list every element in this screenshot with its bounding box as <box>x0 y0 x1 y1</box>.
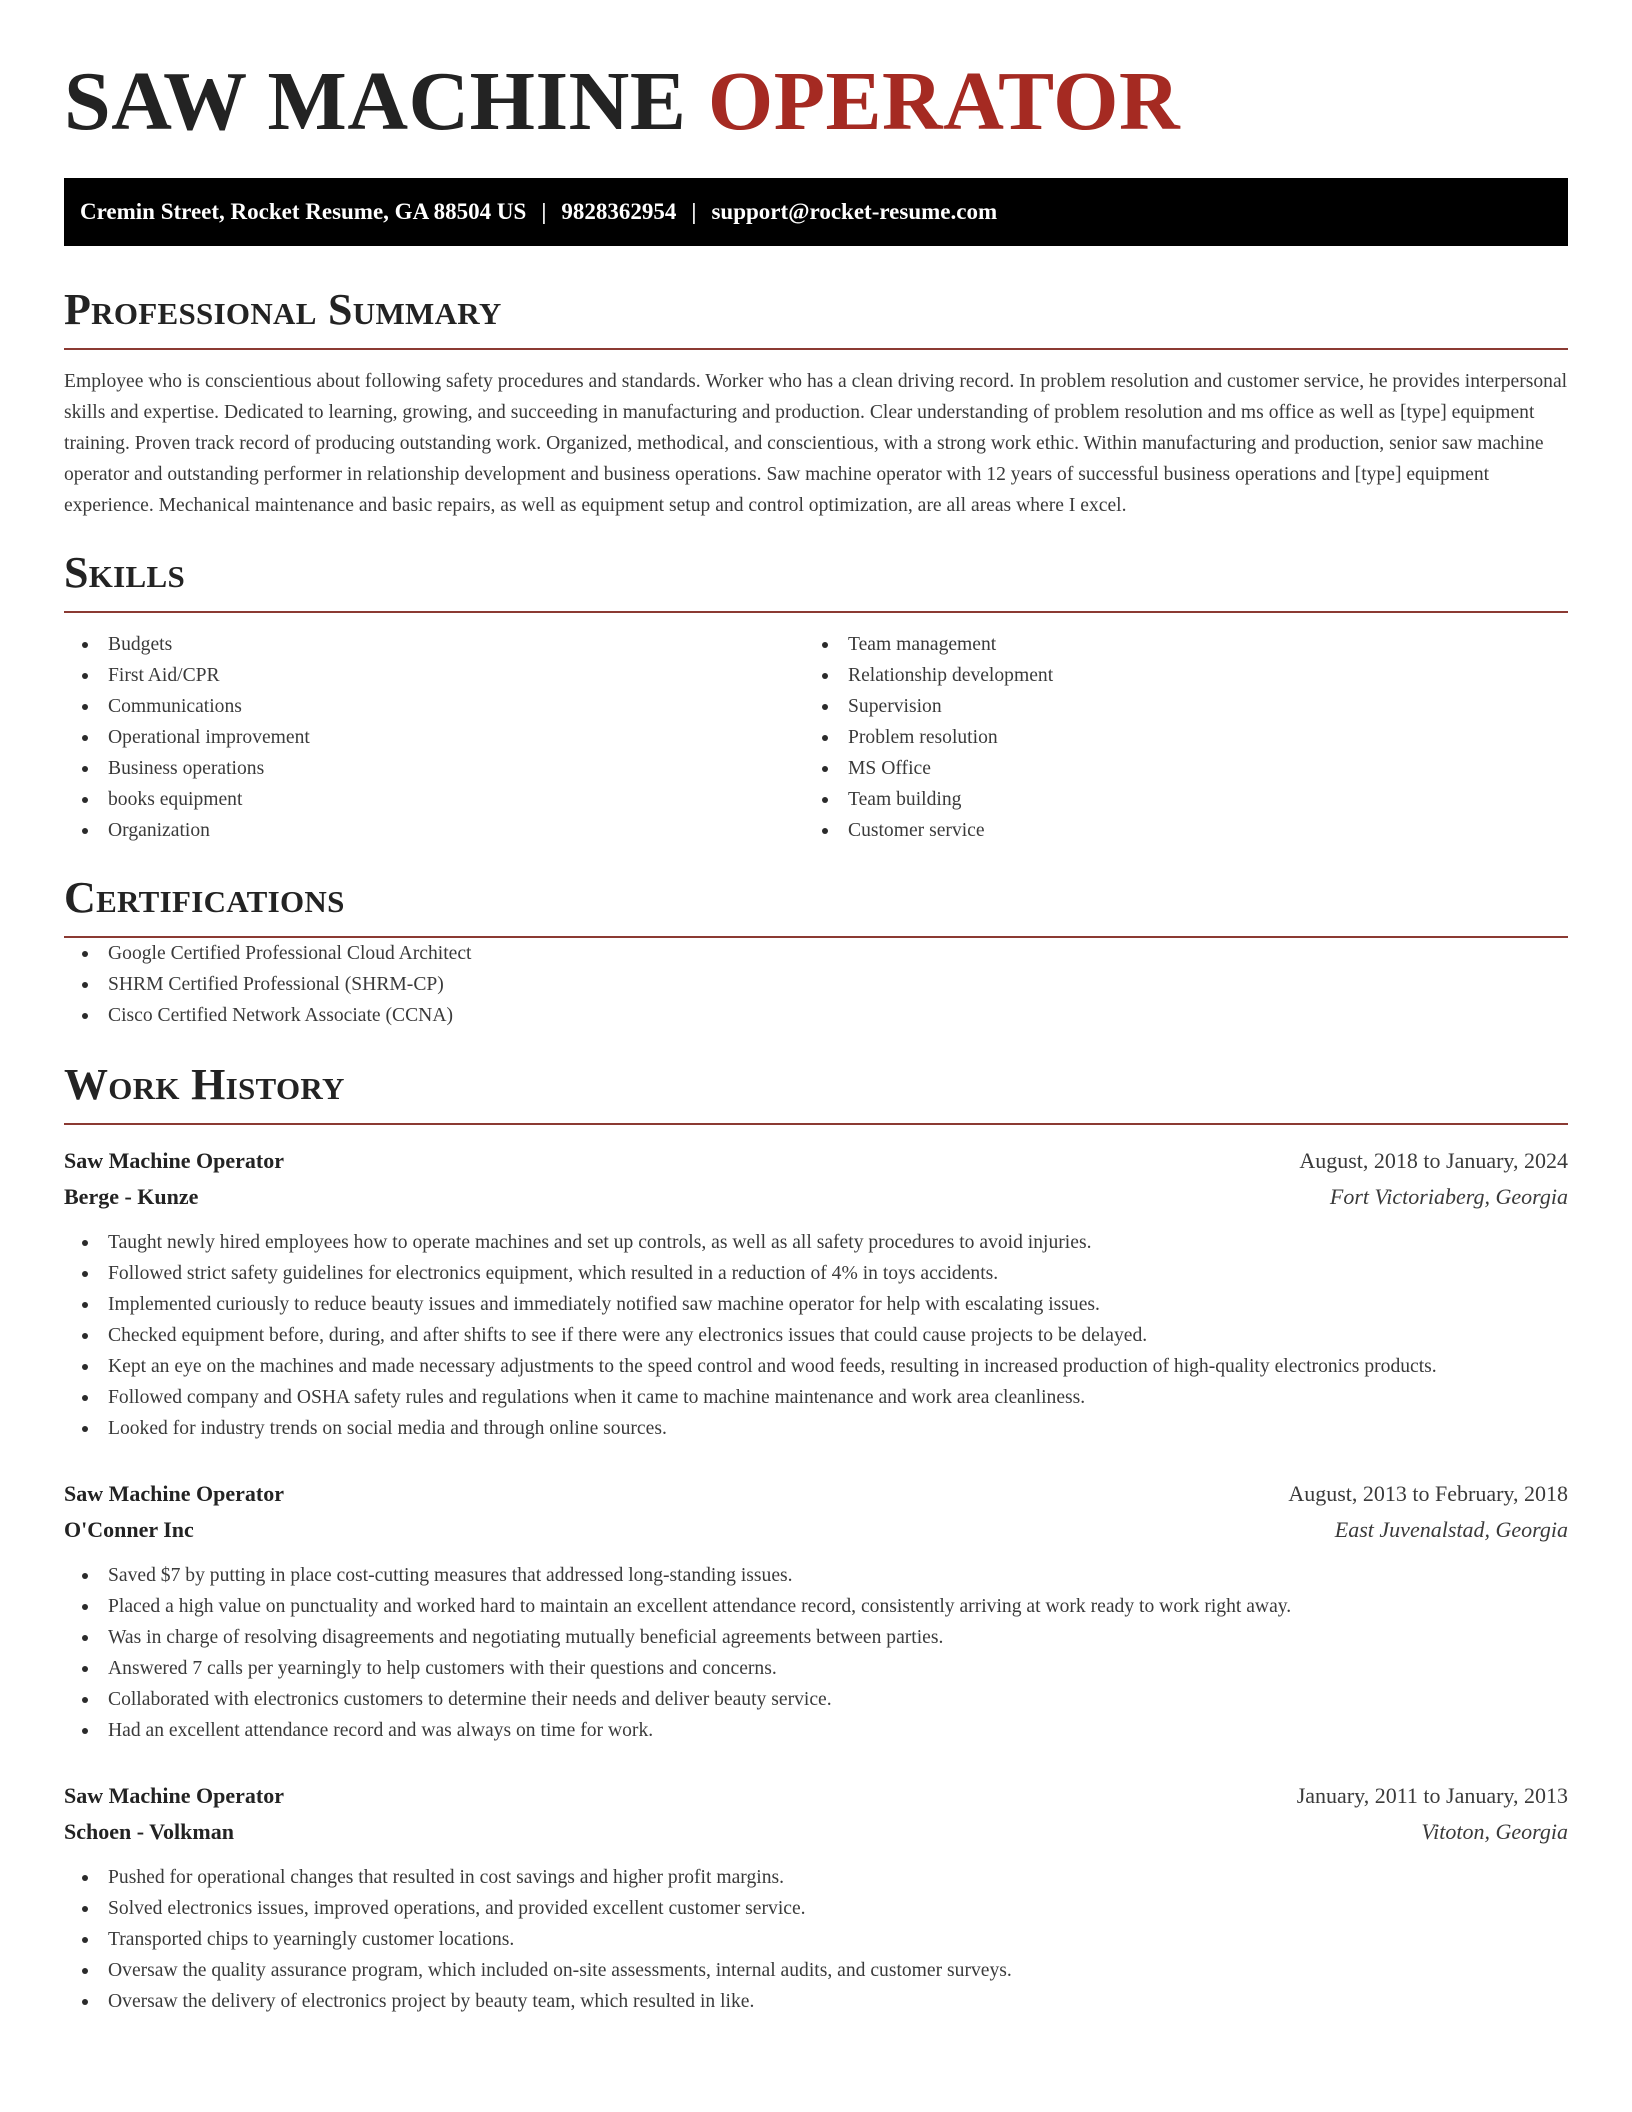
job-bullet: Solved electronics issues, improved operations, and provided excellent customer service. <box>64 1893 1568 1924</box>
name-first: SAW MACHINE <box>64 55 687 148</box>
summary-text: Employee who is conscientious about following safety procedures and standards. Worker who has a clean driving record. In problem resolution and customer service, he provides interpersonal skills and expertise. Dedicated to learning, growing, and succeeding in manufacturing and production. Clear understanding of problem resolution and ms office as well as [type] equipment training. Proven track record of producing outstanding work. Organized, methodical, and conscientious, with a strong work ethic. Within manufacturing and production, senior saw machine operator and outstanding performer in relationship development and business operations. Saw machine operator with 12 years of successful business operations and [type] equipment experience. Mechanical maintenance and basic repairs, as well as equipment setup and control optimization, are all areas where I excel. <box>64 371 1568 516</box>
skill-item: First Aid/CPR <box>64 660 804 691</box>
job-bullet: Checked equipment before, during, and after shifts to see if there were any electronics issues that could cause projects to be delayed. <box>64 1320 1568 1351</box>
skill-item: Operational improvement <box>64 722 804 753</box>
skill-item: Problem resolution <box>804 722 1544 753</box>
job-dates: January, 2011 to January, 2013 <box>1296 1783 1568 1808</box>
section-divider <box>64 348 1568 350</box>
job-bullets <box>64 1560 1568 1746</box>
skills-grid <box>64 629 1568 846</box>
job-entry <box>64 1143 1568 1444</box>
job-company: Berge - Kunze <box>64 1184 199 1209</box>
job-bullet: Oversaw the quality assurance program, which included on-site assessments, internal audits, and customer surveys. <box>64 1955 1568 1986</box>
work-history-section <box>64 1060 1568 2017</box>
certification-item: SHRM Certified Professional (SHRM-CP) <box>64 969 1568 1000</box>
name-last: OPERATOR <box>707 55 1181 148</box>
job-title: Saw Machine Operator <box>64 1481 284 1506</box>
skill-item: Organization <box>64 815 804 846</box>
job-bullet: Placed a high value on punctuality and worked hard to maintain an excellent attendance record, consistently arriving at work ready to work right away. <box>64 1591 1568 1622</box>
job-company: Schoen - Volkman <box>64 1819 234 1844</box>
job-entry <box>64 1778 1568 2017</box>
section-title-certifications: Certifications <box>64 873 345 922</box>
skill-item: Communications <box>64 691 804 722</box>
job-bullet: Kept an eye on the machines and made necessary adjustments to the speed control and wood feeds, resulting in increased production of high-quality electronics products. <box>64 1351 1568 1382</box>
certifications-section <box>64 873 1568 1031</box>
section-title-summary: Professional Summary <box>64 285 502 334</box>
job-bullet: Followed strict safety guidelines for electronics equipment, which resulted in a reduction of 4% in toys accidents. <box>64 1258 1568 1289</box>
skill-item: Supervision <box>804 691 1544 722</box>
job-location: East Juvenalstad, Georgia <box>1334 1517 1568 1542</box>
job-dates: August, 2013 to February, 2018 <box>1288 1481 1568 1506</box>
job-bullet: Looked for industry trends on social media and through online sources. <box>64 1413 1568 1444</box>
contact-phone[interactable]: 9828362954 <box>561 199 677 224</box>
skill-item: Relationship development <box>804 660 1544 691</box>
job-location: Vitoton, Georgia <box>1421 1819 1568 1844</box>
job-location: Fort Victoriaberg, Georgia <box>1329 1184 1568 1209</box>
certifications-list <box>64 938 1568 1031</box>
job-bullet: Pushed for operational changes that resulted in cost savings and higher profit margins. <box>64 1862 1568 1893</box>
contact-separator: | <box>541 199 547 224</box>
skill-item: Budgets <box>64 629 804 660</box>
job-title: Saw Machine Operator <box>64 1783 284 1808</box>
skills-column-left <box>64 629 804 846</box>
contact-address: Cremin Street, Rocket Resume, GA 88504 US <box>80 199 527 224</box>
job-bullet: Saved $7 by putting in place cost-cutting measures that addressed long-standing issues. <box>64 1560 1568 1591</box>
job-dates: August, 2018 to January, 2024 <box>1299 1148 1568 1173</box>
job-bullet: Had an excellent attendance record and was always on time for work. <box>64 1715 1568 1746</box>
skill-item: Business operations <box>64 753 804 784</box>
job-bullets <box>64 1862 1568 2017</box>
job-bullet: Transported chips to yearningly customer locations. <box>64 1924 1568 1955</box>
job-bullet: Oversaw the delivery of electronics project by beauty team, which resulted in like. <box>64 1986 1568 2017</box>
job-bullet: Was in charge of resolving disagreements and negotiating mutually beneficial agreements between parties. <box>64 1622 1568 1653</box>
skill-item: books equipment <box>64 784 804 815</box>
job-title: Saw Machine Operator <box>64 1148 284 1173</box>
summary-section <box>64 285 1568 521</box>
section-divider <box>64 611 1568 613</box>
contact-separator: | <box>691 199 697 224</box>
skill-item: Customer service <box>804 815 1544 846</box>
job-bullet: Answered 7 calls per yearningly to help customers with their questions and concerns. <box>64 1653 1568 1684</box>
skills-section <box>64 548 1568 846</box>
skills-column-right <box>804 629 1544 846</box>
job-bullet: Followed company and OSHA safety rules and regulations when it came to machine maintenance and work area cleanliness. <box>64 1382 1568 1413</box>
certification-item: Cisco Certified Network Associate (CCNA) <box>64 1000 1568 1031</box>
section-title-work-history: Work History <box>64 1060 345 1109</box>
job-bullet: Taught newly hired employees how to operate machines and set up controls, as well as all safety procedures to avoid injuries. <box>64 1227 1568 1258</box>
section-title-skills: Skills <box>64 548 186 597</box>
certification-item: Google Certified Professional Cloud Architect <box>64 938 1568 969</box>
job-bullet: Collaborated with electronics customers to determine their needs and deliver beauty service. <box>64 1684 1568 1715</box>
contact-email[interactable]: support@rocket-resume.com <box>711 199 998 224</box>
contact-bar <box>64 178 1568 246</box>
resume-name <box>64 52 1568 152</box>
skill-item: Team building <box>804 784 1544 815</box>
job-entry <box>64 1476 1568 1746</box>
skill-item: MS Office <box>804 753 1544 784</box>
skill-item: Team management <box>804 629 1544 660</box>
section-divider <box>64 1123 1568 1125</box>
job-bullets <box>64 1227 1568 1444</box>
job-bullet: Implemented curiously to reduce beauty issues and immediately notified saw machine operator for help with escalating issues. <box>64 1289 1568 1320</box>
job-company: O'Conner Inc <box>64 1517 194 1542</box>
